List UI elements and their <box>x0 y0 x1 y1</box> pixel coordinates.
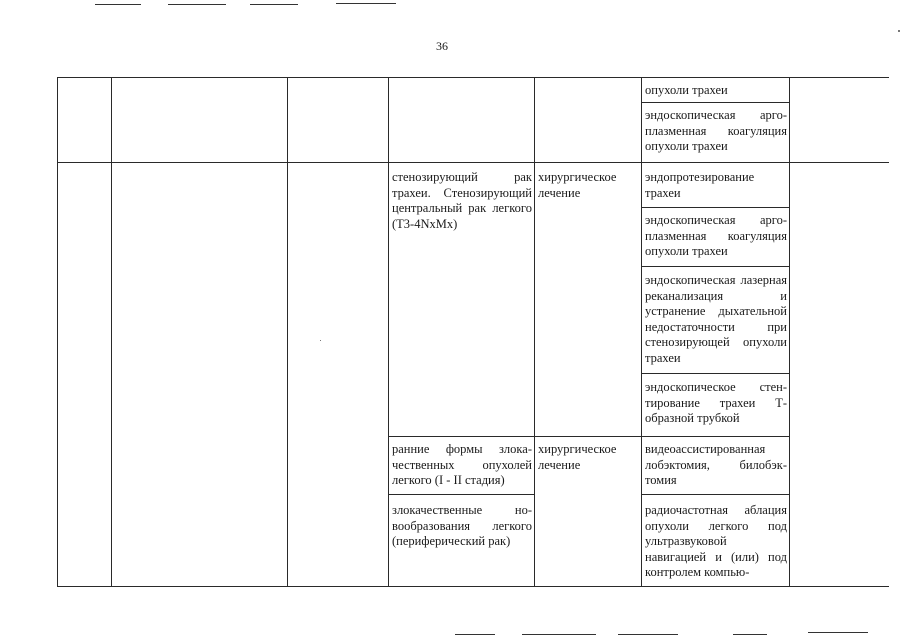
cell-divider <box>641 102 789 103</box>
scan-artifact-line <box>95 4 141 5</box>
column-border <box>57 77 58 587</box>
scan-artifact-line <box>168 4 226 5</box>
method-cell: эндоскопическая аргоплазменная коагуляция опухоли трахеи <box>645 213 787 259</box>
cell-divider <box>388 494 534 495</box>
method-cell: эндоскопическая лазерная реканализация и устранение дыхательной недостаточности при стенозирующей опухоли трахеи <box>645 273 787 365</box>
cell-divider <box>641 266 789 267</box>
method-cell: опухоли трахеи <box>645 83 728 97</box>
page-number: 36 <box>436 39 448 53</box>
diagnosis-cell: злокачественные новообразования легкого (периферический рак) <box>392 503 532 549</box>
diagnosis-cell: ранние формы злокачественных опухолей легкого (I - II стадия) <box>392 442 532 488</box>
scan-artifact-line <box>336 3 396 4</box>
diagnosis-cell: стенозирующий рак трахеи. Стенозирующий центральный рак легкого (Т3-4NхМх) <box>392 170 532 231</box>
scan-artifact-line <box>618 634 678 635</box>
scan-artifact-line <box>455 634 495 635</box>
treatment-cell: хирургическое лечение <box>538 170 617 200</box>
cell-divider <box>641 373 789 374</box>
cell-divider <box>641 494 789 495</box>
column-border <box>789 77 790 587</box>
column-border <box>641 77 642 587</box>
method-cell: эндоскопическая аргоплазменная коагуляция опухоли трахеи <box>645 108 787 154</box>
cell-divider <box>641 207 789 208</box>
column-border <box>534 77 535 587</box>
row-divider <box>57 162 889 163</box>
scan-artifact-line <box>250 4 298 5</box>
scan-artifact-line <box>733 634 767 635</box>
scan-artifact-line <box>522 634 596 635</box>
scan-speck <box>898 30 900 32</box>
treatment-cell: хирургическое лечение <box>538 442 617 472</box>
method-cell: радиочастотная аблация опухоли легкого под ультразвуковой навигацией и (или) под контролем компью- <box>645 503 787 580</box>
method-cell: эндоскопическое стентирование трахеи Т-образной трубкой <box>645 380 787 426</box>
scan-speck <box>320 340 321 341</box>
column-border <box>287 77 288 587</box>
table-top-border <box>57 77 889 78</box>
cell-divider <box>388 436 789 437</box>
scan-artifact-line <box>808 632 868 633</box>
column-border <box>111 77 112 587</box>
table-bottom-border <box>57 586 889 587</box>
method-cell: видеоассистированная лобэктомия, билобэктомия <box>645 442 787 488</box>
column-border <box>388 77 389 587</box>
method-cell: эндопротезирование трахеи <box>645 170 755 200</box>
